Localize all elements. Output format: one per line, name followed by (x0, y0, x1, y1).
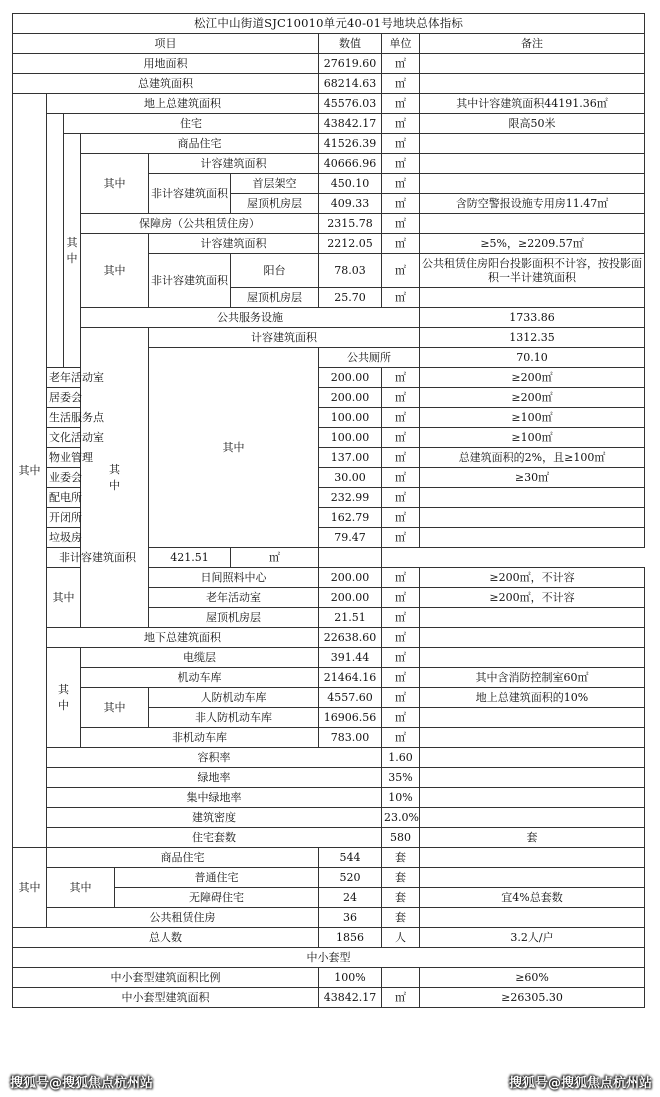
group-label: 其中 (81, 154, 149, 214)
row-unit: ㎡ (382, 194, 420, 214)
row-unit: ㎡ (382, 428, 420, 448)
row-unit (420, 748, 645, 768)
row-note (420, 868, 645, 888)
row-unit: ㎡ (382, 388, 420, 408)
table-row (13, 868, 645, 888)
table-row (13, 154, 645, 174)
row-note: 宜4%总套数 (420, 888, 645, 908)
row-label: 计容建筑面积 (149, 328, 420, 348)
row-value: 22638.60 (319, 628, 382, 648)
row-value: 43842.17 (319, 988, 382, 1008)
row-value: 79.47 (319, 528, 382, 548)
table-row (13, 848, 645, 868)
table-row (13, 54, 645, 74)
row-label: 非计容建筑面积 (47, 548, 149, 568)
row-label: 建筑密度 (47, 808, 382, 828)
row-note: ≥200㎡，不计容 (420, 588, 645, 608)
row-label: 老年活动室 (149, 588, 319, 608)
header-unit: 单位 (382, 34, 420, 54)
row-value: 21.51 (319, 608, 382, 628)
row-label: 首层架空 (231, 174, 319, 194)
group-label: 其中 (13, 848, 47, 928)
row-label: 业委会 (47, 468, 81, 488)
indicator-table (12, 13, 645, 1008)
table-row (13, 748, 645, 768)
row-label: 用地面积 (13, 54, 319, 74)
row-value: 100% (319, 968, 382, 988)
row-label: 中小套型建筑面积 (13, 988, 319, 1008)
row-label: 集中绿地率 (47, 788, 382, 808)
row-unit (420, 788, 645, 808)
row-unit: 套 (382, 868, 420, 888)
title-row (13, 14, 645, 34)
row-unit: ㎡ (382, 568, 420, 588)
row-unit: ㎡ (382, 628, 420, 648)
row-value: 4557.60 (319, 688, 382, 708)
table-row (13, 768, 645, 788)
row-unit: ㎡ (382, 608, 420, 628)
row-label: 非计容建筑面积 (149, 254, 231, 308)
header-value: 数值 (319, 34, 382, 54)
row-unit: ㎡ (382, 214, 420, 234)
row-note: 含防空警报设施专用房11.47㎡ (420, 194, 645, 214)
row-label: 中小套型建筑面积比例 (13, 968, 319, 988)
row-note (420, 54, 645, 74)
row-value: 200.00 (319, 388, 382, 408)
row-note (420, 908, 645, 928)
table-row (13, 908, 645, 928)
row-label: 机动车库 (81, 668, 319, 688)
row-value: 200.00 (319, 368, 382, 388)
row-note (319, 548, 382, 568)
row-value: 421.51 (149, 548, 231, 568)
row-unit (420, 768, 645, 788)
row-note: 其中含消防控制室60㎡ (420, 668, 645, 688)
group-label: 其中 (81, 688, 149, 728)
row-unit: ㎡ (382, 94, 420, 114)
watermark-right: 搜狐号@搜狐焦点杭州站 (508, 1076, 652, 1091)
row-note (420, 608, 645, 628)
row-label: 老年活动室 (47, 368, 81, 388)
row-value: 2315.78 (319, 214, 382, 234)
row-note (420, 508, 645, 528)
group-label: 其 中 (81, 328, 149, 628)
row-value: 24 (319, 888, 382, 908)
table-row (13, 928, 645, 948)
row-unit (382, 968, 420, 988)
row-value: 45576.03 (319, 94, 382, 114)
row-value: 580 (382, 828, 420, 848)
row-label: 配电所 (47, 488, 81, 508)
row-unit: ㎡ (382, 288, 420, 308)
header-note: 备注 (420, 34, 645, 54)
row-label: 计容建筑面积 (149, 154, 319, 174)
table-row (13, 74, 645, 94)
row-label: 电缆层 (81, 648, 319, 668)
row-label: 物业管理 (47, 448, 81, 468)
row-label: 非计容建筑面积 (149, 174, 231, 214)
table-row (13, 808, 645, 828)
row-value: 100.00 (319, 408, 382, 428)
row-value: 1856 (319, 928, 382, 948)
row-label: 阳台 (231, 254, 319, 288)
table-row (13, 114, 645, 134)
row-note: ≥100㎡ (420, 428, 645, 448)
group-label: 其 中 (64, 134, 81, 368)
table-row (13, 328, 645, 348)
row-label: 普通住宅 (115, 868, 319, 888)
row-unit: ㎡ (382, 668, 420, 688)
group-label: 其 中 (47, 648, 81, 748)
row-label: 日间照料中心 (149, 568, 319, 588)
table-title: 松江中山街道SJC10010单元40-01号地块总体指标 (13, 14, 645, 34)
row-value: 70.10 (420, 348, 645, 368)
row-value: 16906.56 (319, 708, 382, 728)
row-value: 36 (319, 908, 382, 928)
row-note: ≥30㎡ (420, 468, 645, 488)
row-label: 绿地率 (47, 768, 382, 788)
group-label: 其中 (81, 234, 149, 308)
row-value: 30.00 (319, 468, 382, 488)
row-unit: ㎡ (382, 468, 420, 488)
watermark-left: 搜狐号@搜狐焦点杭州站 (10, 1076, 154, 1091)
row-unit: ㎡ (382, 448, 420, 468)
row-unit: ㎡ (382, 74, 420, 94)
row-note (420, 288, 645, 308)
table-row (13, 688, 645, 708)
row-note (420, 728, 645, 748)
row-note: 其中计容建筑面积44191.36㎡ (420, 94, 645, 114)
row-note: 3.2人/户 (420, 928, 645, 948)
header-item: 项目 (13, 34, 319, 54)
row-note: ≥200㎡ (420, 388, 645, 408)
row-unit: ㎡ (382, 508, 420, 528)
table-row (13, 308, 645, 328)
row-label: 公共租赁住房 (47, 908, 319, 928)
row-label: 垃圾房 (47, 528, 81, 548)
row-label: 地下总建筑面积 (47, 628, 319, 648)
row-label: 居委会 (47, 388, 81, 408)
table-row (13, 988, 645, 1008)
row-value: 450.10 (319, 174, 382, 194)
row-value: 544 (319, 848, 382, 868)
row-value: 35% (382, 768, 420, 788)
row-label: 生活服务点 (47, 408, 81, 428)
row-value: 2212.05 (319, 234, 382, 254)
row-note: ≥5%，≥2209.57㎡ (420, 234, 645, 254)
row-value: 409.33 (319, 194, 382, 214)
row-unit: 套 (382, 888, 420, 908)
row-unit: ㎡ (382, 154, 420, 174)
row-label: 保障房（公共租赁住房） (81, 214, 319, 234)
row-note (420, 214, 645, 234)
row-label: 总人数 (13, 928, 319, 948)
row-note (420, 708, 645, 728)
row-note: 地上总建筑面积的10% (420, 688, 645, 708)
row-note (420, 74, 645, 94)
row-label: 文化活动室 (47, 428, 81, 448)
row-value: 78.03 (319, 254, 382, 288)
table-row (13, 668, 645, 688)
row-unit: ㎡ (382, 728, 420, 748)
group-label: 其中 (149, 348, 319, 548)
row-note (420, 528, 645, 548)
row-label: 住宅 (64, 114, 319, 134)
row-unit: ㎡ (382, 254, 420, 288)
row-label: 容积率 (47, 748, 382, 768)
table-row (13, 214, 645, 234)
row-note: ≥200㎡ (420, 368, 645, 388)
row-value: 43842.17 (319, 114, 382, 134)
row-unit: ㎡ (382, 648, 420, 668)
row-label: 住宅套数 (47, 828, 382, 848)
table-row (13, 94, 645, 114)
row-note: ≥200㎡，不计容 (420, 568, 645, 588)
table-row (13, 948, 645, 968)
row-unit: ㎡ (382, 134, 420, 154)
table-row (13, 628, 645, 648)
row-value: 200.00 (319, 588, 382, 608)
row-label: 非机动车库 (81, 728, 319, 748)
row-label: 公共服务设施 (81, 308, 420, 328)
row-label: 人防机动车库 (149, 688, 319, 708)
row-unit: ㎡ (382, 708, 420, 728)
row-note: 总建筑面积的2%，且≥100㎡ (420, 448, 645, 468)
group-label: 其中 (13, 94, 47, 848)
group-spacer (47, 114, 64, 368)
row-label: 无障碍住宅 (115, 888, 319, 908)
header-row (13, 34, 645, 54)
row-unit: ㎡ (382, 688, 420, 708)
row-value: 23.0% (382, 808, 420, 828)
row-note (420, 154, 645, 174)
row-value: 68214.63 (319, 74, 382, 94)
row-unit: ㎡ (382, 408, 420, 428)
row-value: 1733.86 (420, 308, 645, 328)
row-note: ≥60% (420, 968, 645, 988)
row-note: 公共租赁住房阳台投影面积不计容，按投影面积一半计建筑面积 (420, 254, 645, 288)
row-note: ≥100㎡ (420, 408, 645, 428)
row-unit: 套 (382, 908, 420, 928)
row-unit (420, 808, 645, 828)
row-unit: ㎡ (382, 988, 420, 1008)
row-label: 屋顶机房层 (149, 608, 319, 628)
group-label: 其中 (47, 568, 81, 628)
table-row (13, 828, 645, 848)
row-unit: ㎡ (231, 548, 319, 568)
row-note: ≥26305.30 (420, 988, 645, 1008)
row-label: 中小套型 (13, 948, 645, 968)
row-unit: ㎡ (382, 368, 420, 388)
row-value: 162.79 (319, 508, 382, 528)
row-unit: ㎡ (382, 54, 420, 74)
row-value: 200.00 (319, 568, 382, 588)
row-note (420, 174, 645, 194)
row-label: 屋顶机房层 (231, 194, 319, 214)
row-value: 100.00 (319, 428, 382, 448)
row-value: 232.99 (319, 488, 382, 508)
row-label: 开闭所 (47, 508, 81, 528)
row-label: 地上总建筑面积 (47, 94, 319, 114)
row-value: 1.60 (382, 748, 420, 768)
row-note (420, 848, 645, 868)
row-value: 783.00 (319, 728, 382, 748)
row-note (420, 134, 645, 154)
row-value: 10% (382, 788, 420, 808)
row-unit: 套 (382, 848, 420, 868)
table-row (13, 968, 645, 988)
row-unit: 人 (382, 928, 420, 948)
row-note (420, 648, 645, 668)
row-note: 限高50米 (420, 114, 645, 134)
row-label: 非人防机动车库 (149, 708, 319, 728)
row-value: 25.70 (319, 288, 382, 308)
row-label: 公共厕所 (319, 348, 420, 368)
row-value: 40666.96 (319, 154, 382, 174)
table-row (13, 648, 645, 668)
row-note (420, 628, 645, 648)
row-value: 1312.35 (420, 328, 645, 348)
row-label: 商品住宅 (47, 848, 319, 868)
row-value: 21464.16 (319, 668, 382, 688)
table-row (13, 234, 645, 254)
row-value: 391.44 (319, 648, 382, 668)
row-unit: 套 (420, 828, 645, 848)
row-value: 27619.60 (319, 54, 382, 74)
table-row (13, 728, 645, 748)
row-label: 总建筑面积 (13, 74, 319, 94)
row-label: 屋顶机房层 (231, 288, 319, 308)
row-unit: ㎡ (382, 174, 420, 194)
row-unit: ㎡ (382, 488, 420, 508)
row-value: 520 (319, 868, 382, 888)
row-unit: ㎡ (382, 588, 420, 608)
row-unit: ㎡ (382, 114, 420, 134)
row-value: 137.00 (319, 448, 382, 468)
row-note (420, 488, 645, 508)
table-row (13, 548, 645, 568)
row-unit: ㎡ (382, 528, 420, 548)
row-label: 商品住宅 (81, 134, 319, 154)
row-label: 计容建筑面积 (149, 234, 319, 254)
row-value: 41526.39 (319, 134, 382, 154)
row-unit: ㎡ (382, 234, 420, 254)
table-row (13, 134, 645, 154)
group-label: 其中 (47, 868, 115, 908)
table-row (13, 788, 645, 808)
